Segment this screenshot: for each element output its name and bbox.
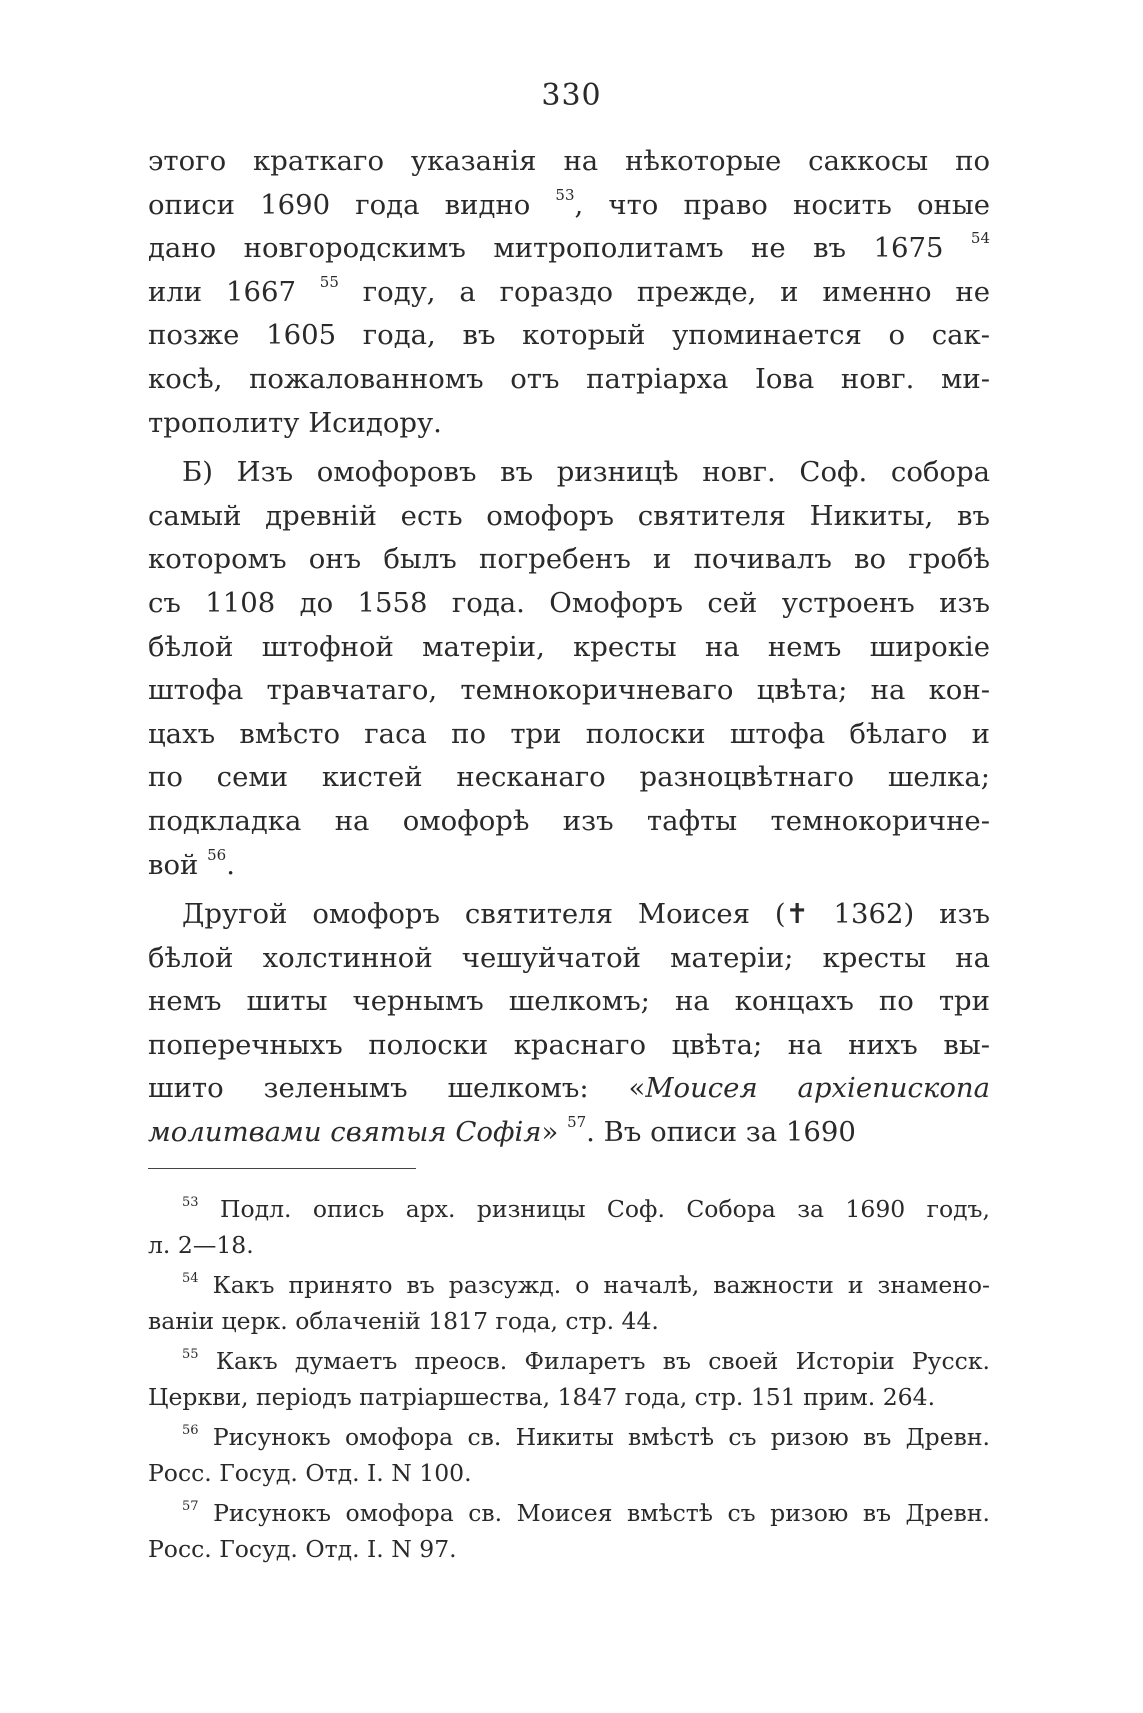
footnote-line: Росс. Госуд. Отд. I. N 100.: [148, 1458, 472, 1487]
body-text: [148, 140, 990, 1161]
text-line: штофа травчатаго, темнокоричневаго цвѣта; на кон-: [148, 674, 990, 707]
footnote-number: 57: [182, 1499, 199, 1514]
text-line: Б) Изъ омофоровъ въ ризницѣ новг. Соф. собора: [182, 456, 990, 489]
text-line: трополиту Исидору.: [148, 406, 442, 439]
footnote: [148, 1268, 990, 1339]
footnote-number: 53: [182, 1195, 199, 1210]
footnote-ref: 54: [970, 229, 990, 248]
text-line: которомъ онъ былъ погребенъ и почивалъ во гробѣ: [148, 543, 990, 576]
footnote-line: ваніи церк. облаченій 1817 года, стр. 44.: [148, 1306, 659, 1335]
text-line: бѣлой штофной матеріи, кресты на немъ широкіе: [148, 630, 990, 663]
footnote-line: $^{54}$ Какъ принято въ разсужд. о началѣ, важности и знамено-: [182, 1271, 990, 1299]
text-line: немъ шиты чернымъ шелкомъ; на концахъ по три: [148, 985, 990, 1018]
text-line: дано новгородскимъ митрополитамъ не въ 1675 $^{54}$: [148, 229, 990, 265]
footnote: [148, 1344, 990, 1415]
text-line: шито зеленымъ шелкомъ: «Моисея архіепископа: [148, 1072, 990, 1105]
footnote-ref: 56: [207, 845, 227, 864]
text-line: молитвами святыя Софія» $^{57}$. Въ описи за 1690: [148, 1113, 856, 1149]
text-line: этого краткаго указанія на нѣкоторые саккосы по: [148, 145, 990, 177]
footnote-ref: 53: [555, 185, 575, 204]
footnote-ref: 55: [319, 272, 339, 291]
text-line: описи 1690 года видно $^{53}$, что право носить оные: [148, 185, 990, 221]
footnote-separator: [148, 1168, 416, 1169]
footnote-number: 56: [182, 1423, 199, 1438]
footnote-line: Росс. Госуд. Отд. I. N 97.: [148, 1534, 457, 1563]
footnote: [148, 1496, 990, 1567]
text-line: поперечныхъ полоски краснаго цвѣта; на нихъ вы-: [148, 1028, 990, 1061]
footnote: [148, 1420, 990, 1491]
text-line: бѣлой холстинной чешуйчатой матеріи; кресты на: [148, 941, 990, 974]
text-line: косѣ, пожалованномъ отъ патріарха Іова новг. ми-: [148, 362, 990, 395]
page-number: 330: [541, 78, 602, 113]
footnote-line: $^{57}$ Рисунокъ омофора св. Моисея вмѣстѣ съ ризою въ Древн.: [182, 1499, 990, 1527]
text-line: съ 1108 до 1558 года. Омофоръ сей устроенъ изъ: [148, 586, 990, 619]
text-line: вой $^{56}$.: [148, 845, 235, 881]
footnote-ref: 57: [567, 1113, 587, 1132]
footnote-number: 54: [182, 1271, 199, 1286]
footnote: [148, 1192, 990, 1263]
footnote-line: $^{56}$ Рисунокъ омофора св. Никиты вмѣстѣ съ ризою въ Древн.: [182, 1423, 990, 1451]
text-line: подкладка на омофорѣ изъ тафты темнокоричне-: [148, 804, 990, 837]
footnote-line: Церкви, періодъ патріаршества, 1847 года, стр. 151 прим. 264.: [148, 1382, 936, 1411]
footnotes: [148, 1192, 990, 1572]
text-line: Другой омофоръ святителя Моисея (✝ 1362) изъ: [182, 898, 990, 931]
paragraph: [148, 451, 990, 887]
footnote-line: $^{55}$ Какъ думаетъ преосв. Филаретъ въ своей Исторіи Русск.: [182, 1347, 990, 1375]
paragraph: [148, 140, 990, 445]
text-line: или 1667 $^{55}$ году, а гораздо прежде, и именно не: [148, 272, 990, 308]
paragraph: [148, 893, 990, 1155]
text-line: самый древній есть омофоръ святителя Никиты, въ: [148, 499, 990, 532]
text-line: цахъ вмѣсто гаса по три полоски штофа бѣлаго и: [148, 717, 990, 750]
text-line: позже 1605 года, въ который упоминается о сак-: [148, 319, 990, 352]
italic-quote: Моисея архіепископа: [645, 1072, 990, 1105]
italic-quote: молитвами святыя Софія: [148, 1116, 542, 1149]
footnote-line: $^{53}$ Подл. опись арх. ризницы Соф. Собора за 1690 годъ,: [182, 1195, 990, 1223]
text-line: по семи кистей несканаго разноцвѣтнаго шелка;: [148, 761, 990, 794]
footnote-line: л. 2—18.: [148, 1230, 254, 1259]
footnote-number: 55: [182, 1347, 199, 1362]
